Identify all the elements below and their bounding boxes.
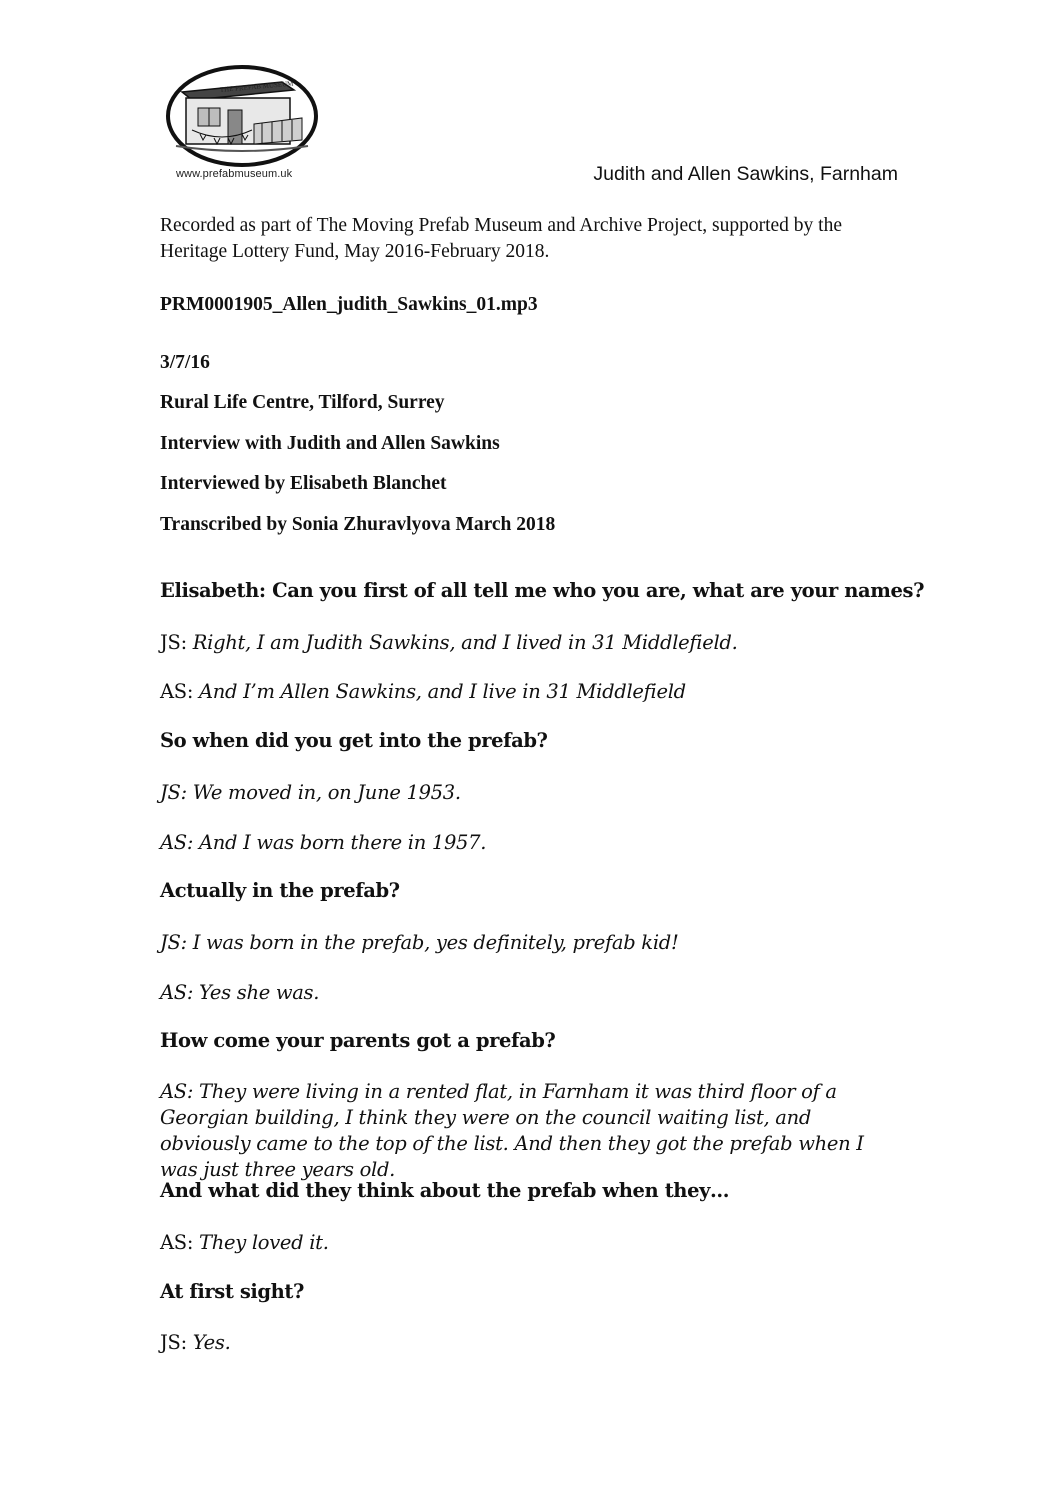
answer-7: AS: They were living in a rented flat, in Farnham it was third floor of a Georgian building, I think they were on the council waiting list, and obviously came to the top of the list. And then they got the prefab when I was just three years old. (160, 1080, 864, 1181)
speaker-label: AS: (160, 680, 200, 703)
question-6: At first sight? (160, 1280, 305, 1303)
logo-url: www.prefabmuseum.uk (176, 168, 293, 180)
speaker-label: JS: (160, 631, 193, 654)
answer-3: JS: We moved in, on June 1953. (160, 781, 461, 804)
audio-filename: PRM0001905_Allen_judith_Sawkins_01.mp3 (160, 294, 538, 315)
answer-4: AS: And I was born there in 1957. (160, 831, 487, 854)
question-3: Actually in the prefab? (160, 879, 400, 902)
transcribed-by: Transcribed by Sonia Zhuravlyova March 2018 (160, 514, 556, 535)
question-2: So when did you get into the prefab? (160, 729, 548, 752)
intro-paragraph: Recorded as part of The Moving Prefab Museum and Archive Project, supported by the Heritage Lottery Fund, May 2016-February 2018. (160, 215, 842, 262)
prefab-museum-logo (162, 64, 322, 184)
document-header-title: Judith and Allen Sawkins, Farnham (593, 163, 898, 185)
interview-date: 3/7/16 (160, 352, 210, 373)
answer-text: Right, I am Judith Sawkins, and I lived in 31 Middlefield. (192, 631, 738, 654)
answer-9 (160, 1330, 900, 1356)
question-1: Elisabeth: Can you first of all tell me who you are, what are your names? (160, 579, 925, 602)
answer-2 (160, 679, 900, 705)
logo-museum-name: THE PREFAB MUSEUM (219, 79, 294, 94)
answer-1 (160, 630, 900, 656)
answer-text: They loved it. (199, 1231, 329, 1254)
question-5: And what did they think about the prefab when they… (160, 1179, 730, 1202)
interview-with: Interview with Judith and Allen Sawkins (160, 433, 500, 454)
answer-8 (160, 1230, 900, 1256)
interview-location: Rural Life Centre, Tilford, Surrey (160, 392, 445, 413)
answer-5: JS: I was born in the prefab, yes definitely, prefab kid! (160, 931, 679, 954)
answer-6: AS: Yes she was. (160, 981, 320, 1004)
answer-text: And I’m Allen Sawkins, and I live in 31 Middlefield (199, 680, 686, 703)
speaker-label: JS: (160, 1331, 193, 1354)
speaker-label: AS: (160, 1231, 200, 1254)
answer-text: Yes. (192, 1331, 231, 1354)
prefab-house-illustration (162, 64, 322, 168)
question-4: How come your parents got a prefab? (160, 1029, 556, 1052)
interviewed-by: Interviewed by Elisabeth Blanchet (160, 473, 447, 494)
